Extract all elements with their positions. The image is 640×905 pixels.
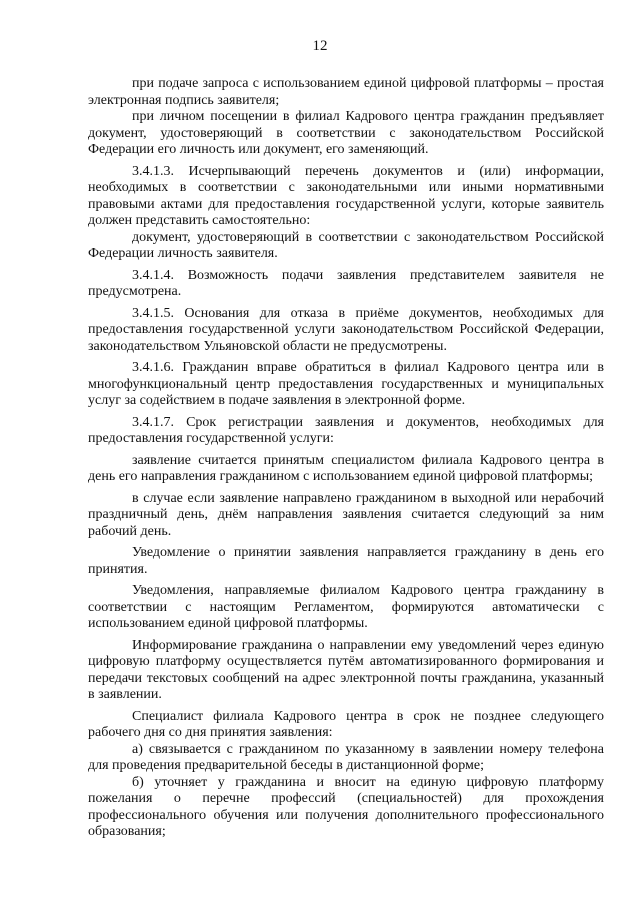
paragraph-weekend-submission: в случае если заявление направлено гражданином в выходной или нерабочий праздничный день, днём направления заявления считается следующий за ним рабочий день. (88, 490, 604, 539)
document-body (88, 76, 604, 841)
paragraph-3-4-1-3: 3.4.1.3. Исчерпывающий перечень документов и (или) информации, необходимых в соответствии с законодательными или иными нормативными правовыми актами для предоставления государственной услуги, которые заявитель должен представить самостоятельно: (88, 163, 604, 228)
paragraph-3-4-1-4: 3.4.1.4. Возможность подачи заявления представителем заявителя не предусмотрена. (88, 267, 604, 299)
paragraph-acceptance-notice: Уведомление о принятии заявления направляется гражданину в день его принятия. (88, 545, 604, 577)
paragraph-personal-visit: при личном посещении в филиал Кадрового центра гражданин предъявляет документ, удостоверяющий в соответствии с законодательством Российской Федерации его личность или документ, его заменяющий. (88, 109, 604, 157)
paragraph-3-4-1-5: 3.4.1.5. Основания для отказа в приёме документов, необходимых для предоставления государственной услуги законодательством Российской Федерации, законодательством Ульяновской области не предусмотрены. (88, 305, 604, 354)
paragraph-application-accepted: заявление считается принятым специалистом филиала Кадрового центра в день его направления гражданином с использованием единой цифровой платформы; (88, 452, 604, 484)
paragraph-3-4-1-6: 3.4.1.6. Гражданин вправе обратиться в филиал Кадрового центра или в многофункциональный центр предоставления государственных и муниципальных услуг за содействием в подаче заявления в электронной форме. (88, 360, 604, 408)
paragraph-identity-document: документ, удостоверяющий в соответствии с законодательством Российской Федерации личность заявителя. (88, 229, 604, 261)
paragraph-informing-citizen: Информирование гражданина о направлении ему уведомлений через единую цифровую платформу осуществляется путём автоматизированного формирования и передачи текстовых сообщений на адрес электронной почты гражданина, указанный в заявлении. (88, 637, 604, 702)
paragraph-item-a: а) связывается с гражданином по указанному в заявлении номеру телефона для проведения предварительной беседы в дистанционной форме; (88, 741, 604, 773)
paragraph-specialist-deadline: Специалист филиала Кадрового центра в срок не позднее следующего рабочего дня со дня принятия заявления: (88, 708, 604, 740)
paragraph-signature-electronic: при подаче запроса с использованием единой цифровой платформы – простая электронная подпись заявителя; (88, 76, 604, 108)
paragraph-automatic-notices: Уведомления, направляемые филиалом Кадрового центра гражданину в соответствии с настоящим Регламентом, формируются автоматически с использованием единой цифровой платформы. (88, 583, 604, 631)
page-number: 12 (312, 38, 328, 54)
paragraph-3-4-1-7: 3.4.1.7. Срок регистрации заявления и документов, необходимых для предоставления государственной услуги: (88, 414, 604, 446)
paragraph-item-b: б) уточняет у гражданина и вносит на единую цифровую платформу пожелания о перечне профессий (специальностей) для прохождения профессионального обучения или получения дополнительного профессионального образования; (88, 774, 604, 839)
